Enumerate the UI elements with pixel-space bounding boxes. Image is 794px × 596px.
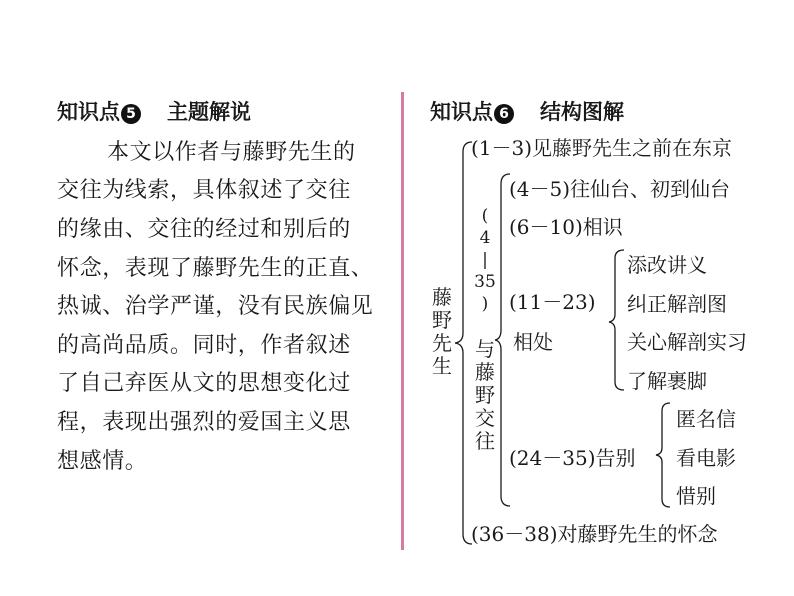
number-badge-icon: 6 bbox=[494, 104, 514, 124]
together-range: (11－23) bbox=[509, 290, 596, 314]
paragraph-line: 的缘由、交往的经过和别后的 bbox=[57, 217, 351, 242]
middle-char: 藤 bbox=[475, 360, 495, 384]
together-brace bbox=[609, 250, 624, 390]
together-item: 添改讲义 bbox=[627, 253, 707, 277]
paragraph-line: 程，表现出强烈的爱国主义思 bbox=[57, 410, 351, 435]
range-char: 35 bbox=[474, 272, 496, 292]
root-char: 先 bbox=[432, 331, 452, 355]
paragraph-line: 本文以作者与藤野先生的 bbox=[107, 140, 356, 165]
together-item: 关心解剖实习 bbox=[627, 330, 747, 354]
paragraph-line: 怀念，表现了藤野先生的正直、 bbox=[57, 256, 374, 281]
root-label bbox=[431, 286, 453, 378]
heading-title: 结构图解 bbox=[540, 100, 624, 124]
middle-label bbox=[474, 338, 496, 453]
number-badge-icon: 5 bbox=[121, 104, 141, 124]
range-char: | bbox=[482, 250, 488, 270]
root-char: 生 bbox=[432, 354, 452, 378]
range-char: ( bbox=[481, 206, 489, 226]
paragraph-line: 想感情。 bbox=[57, 449, 148, 474]
heading-title: 主题解说 bbox=[167, 100, 251, 124]
heading-label: 知识点 bbox=[57, 100, 120, 124]
acquaint-item: (6－10)相识 bbox=[509, 215, 623, 239]
farewell-item: 看电影 bbox=[676, 446, 736, 470]
top-item: (1－3)见藤野先生之前在东京 bbox=[471, 136, 733, 160]
paragraph-line: 热诚、治学严谨，没有民族偏见 bbox=[57, 294, 374, 319]
bottom-item: (36－38)对藤野先生的怀念 bbox=[471, 522, 718, 546]
farewell-label: (24－35)告别 bbox=[509, 446, 636, 470]
together-item: 了解裹脚 bbox=[627, 369, 707, 393]
middle-char: 往 bbox=[475, 429, 495, 453]
together-item: 纠正解剖图 bbox=[627, 292, 727, 316]
paragraph-line: 交往为线索，具体叙述了交往 bbox=[57, 178, 351, 203]
range-char: 4 bbox=[479, 228, 491, 248]
root-brace bbox=[455, 142, 472, 544]
middle-char: 野 bbox=[475, 383, 495, 407]
middle-char: 交 bbox=[475, 406, 495, 430]
farewell-brace bbox=[656, 403, 670, 507]
farewell-item: 惜别 bbox=[676, 484, 716, 508]
meet-item: (4－5)往仙台、初到仙台 bbox=[509, 177, 731, 201]
heading-label: 知识点 bbox=[430, 100, 493, 124]
together-label: 相处 bbox=[513, 330, 553, 354]
middle-range bbox=[472, 205, 498, 315]
root-char: 野 bbox=[432, 308, 452, 332]
range-char: ) bbox=[481, 294, 489, 314]
paragraph-line: 了自己弃医从文的思想变化过 bbox=[57, 371, 351, 396]
paragraph-line: 的高尚品质。同时，作者叙述 bbox=[57, 333, 351, 358]
middle-char: 与 bbox=[475, 337, 495, 361]
farewell-item: 匿名信 bbox=[676, 407, 736, 431]
root-char: 藤 bbox=[432, 285, 452, 309]
